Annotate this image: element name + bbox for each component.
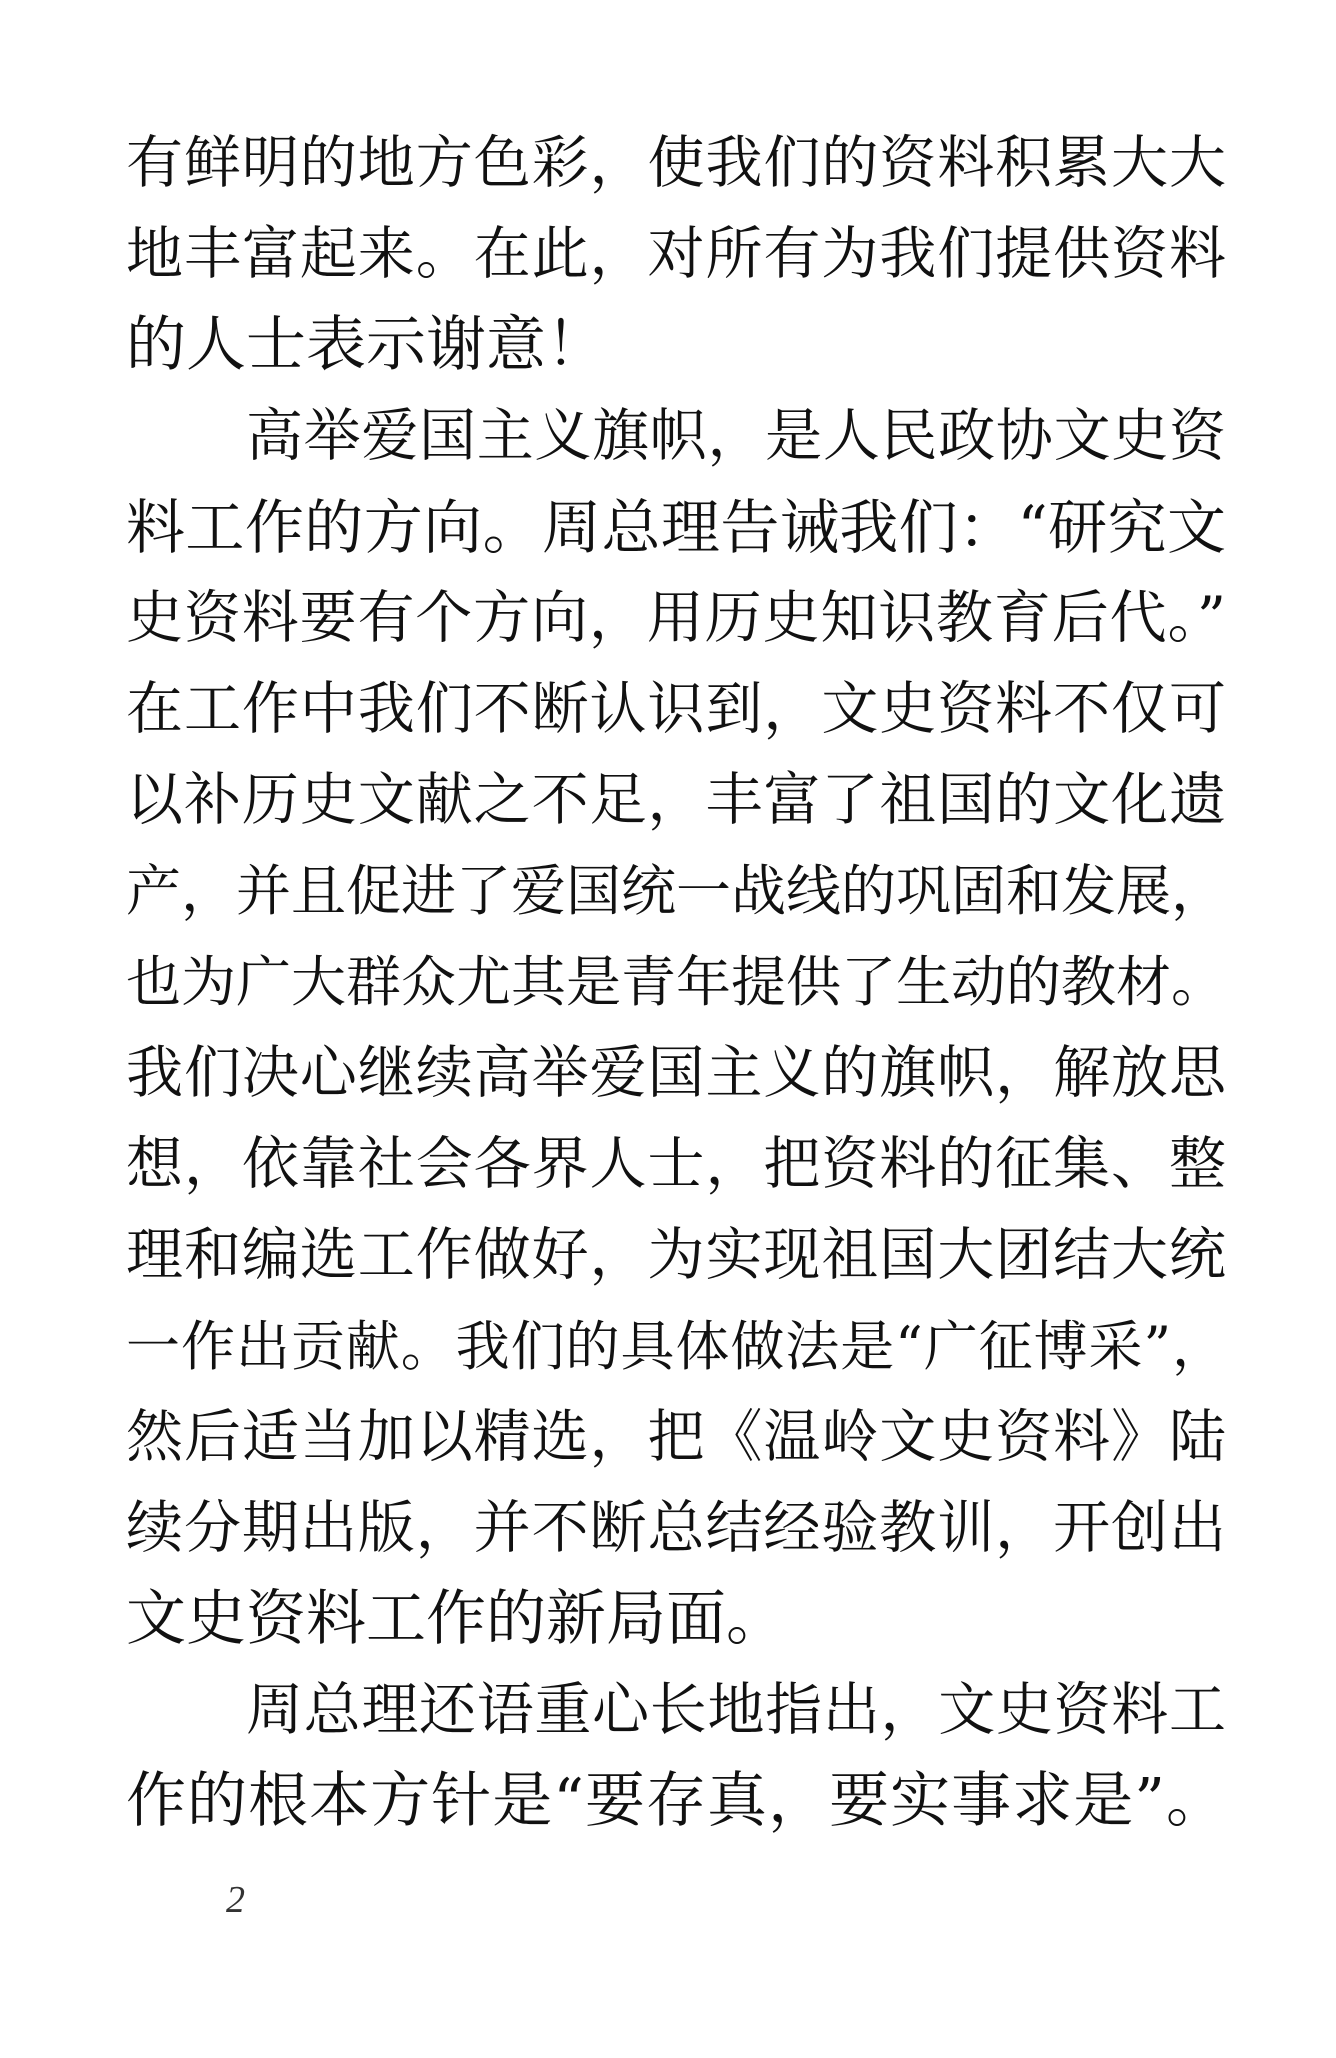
text-line: 地丰富起来。在此，对所有为我们提供资料 <box>126 221 1226 287</box>
text-line: 产，并且促进了爱国统一战线的巩固和发展， <box>126 859 1227 923</box>
text-line: 然后适当加以精选，把《温岭文史资料》陆 <box>126 1404 1226 1470</box>
text-line: 也为广大群众尤其是青年提供了生动的教材。 <box>126 950 1227 1014</box>
text-line: 史资料要有个方向，用历史知识教育后代。” <box>126 585 1226 651</box>
text-line: 想，依靠社会各界人士，把资料的征集、整 <box>126 1131 1226 1197</box>
text-line: 文史资料工作的新局面。 <box>126 1584 786 1654</box>
body-text <box>126 118 1226 1847</box>
text-line: 作的根本方针是“要存真，要实事求是”。 <box>126 1766 1226 1836</box>
text-line: 以补历史文献之不足，丰富了祖国的文化遗 <box>126 767 1226 833</box>
text-line: 料工作的方向。周总理告诫我们：“研究文 <box>126 493 1226 562</box>
text-line: 续分期出版，并不断总结经验教训，开创出 <box>126 1495 1226 1561</box>
text-line: 我们决心继续高举爱国主义的旗帜，解放思 <box>126 1040 1226 1106</box>
text-line: 在工作中我们不断认识到，文史资料不仅可 <box>126 676 1226 742</box>
text-line: 的人士表示谢意！ <box>126 310 606 380</box>
page-number: 2 <box>226 1879 245 1921</box>
paragraph-first-line: 高举爱国主义旗帜，是人民政协文史资 <box>246 403 1226 469</box>
text-line: 理和编选工作做好，为实现祖国大团结大统 <box>126 1222 1226 1288</box>
paragraph-first-line: 周总理还语重心长地指出，文史资料工 <box>246 1677 1226 1743</box>
text-line: 有鲜明的地方色彩，使我们的资料积累大大 <box>126 130 1226 196</box>
text-line: 一作出贡献。我们的具体做法是“广征博采”， <box>126 1315 1226 1378</box>
